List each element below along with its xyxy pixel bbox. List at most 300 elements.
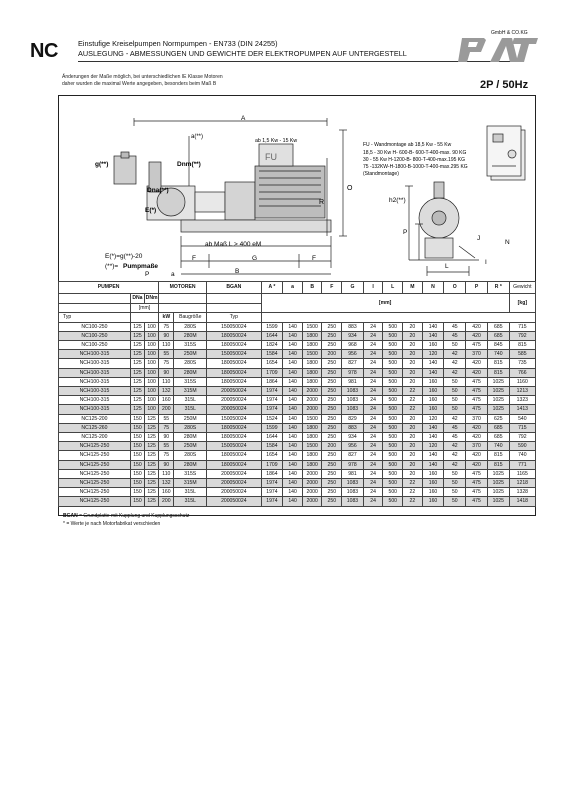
table-cell: 735 [509,359,535,368]
table-cell: 200 [322,350,342,359]
header-motoren: MOTOREN [159,282,207,294]
table-cell: 1025 [487,377,509,386]
footnote-bgan [63,513,189,519]
table-header-row-2 [59,294,536,304]
table-cell: 42 [444,460,466,469]
dim-label-g: g(**) [95,161,109,168]
dim-label-dna: Dna(**) [147,187,169,194]
table-cell: 180050024 [207,451,261,460]
table-cell: 125 [130,386,144,395]
table-cell: 150 [130,460,144,469]
table-cell: 1654 [261,451,283,460]
table-row [59,386,536,395]
table-cell: 150 [130,451,144,460]
header-baugroesse: Baugröße [174,313,207,323]
table-cell: 315M [174,478,207,487]
table-cell: NCH100-315 [59,359,131,368]
table-cell: 1709 [261,460,283,469]
table-cell: 125 [145,414,159,423]
table-cell: 715 [509,322,535,331]
table-cell: 827 [342,359,364,368]
table-cell: 1654 [261,359,283,368]
table-cell: 2000 [302,386,322,395]
table-cell: 200050024 [207,497,261,506]
table-cell: 280M [174,331,207,340]
table-cell: 125 [145,488,159,497]
title-line-1: Einstufige Kreiselpumpen Normpumpen - EN733 (DIN 24255) [78,39,278,48]
table-cell: 1599 [261,423,283,432]
table-cell: 968 [342,340,364,349]
table-cell: 250 [322,368,342,377]
table-cell: 150 [130,442,144,451]
table-cell: 978 [342,460,364,469]
table-cell: 1800 [302,423,322,432]
table-cell: 55 [159,350,174,359]
table-cell: 420 [466,368,488,377]
table-cell: 110 [159,469,174,478]
table-cell: 24 [363,451,383,460]
header-col-L: L [383,282,403,294]
table-cell: 24 [363,350,383,359]
table-cell: 50 [444,340,466,349]
table-cell: 180050024 [207,377,261,386]
table-cell: 250 [322,331,342,340]
table-cell: 160 [422,340,444,349]
table-cell: 1083 [342,478,364,487]
table-cell: 160 [422,396,444,405]
table-cell: 500 [383,497,403,506]
header-col-A: A * [261,282,283,294]
table-cell: 1864 [261,469,283,478]
table-cell: NCH100-315 [59,396,131,405]
table-cell: 150 [130,497,144,506]
table-cell: 125 [145,432,159,441]
table-cell: 50 [444,469,466,478]
header-col-O: O [444,282,466,294]
header-col-F: F [322,282,342,294]
table-cell: 475 [466,405,488,414]
table-cell: 1500 [302,414,322,423]
table-row [59,359,536,368]
table-cell: 1323 [509,396,535,405]
table-cell: 500 [383,322,403,331]
table-cell: 934 [342,432,364,441]
table-cell: 740 [487,442,509,451]
table-cell: 140 [283,359,303,368]
table-cell: 500 [383,396,403,405]
table-cell: 132 [159,478,174,487]
footnote-bgan-text: = Grundplatte mit Kupplung und Kupplungsschutz [77,513,190,519]
header-mm-unit: [mm] [261,294,509,313]
header-blank-motor-2 [159,303,207,313]
table-cell: 20 [403,469,423,478]
table-cell: 475 [466,469,488,478]
table-cell: 100 [145,350,159,359]
table-cell: 20 [403,377,423,386]
table-cell: 2000 [302,405,322,414]
table-cell: 585 [509,350,535,359]
table-cell: 792 [509,331,535,340]
table-row [59,368,536,377]
table-cell: 200 [159,497,174,506]
table-cell: 150 [130,488,144,497]
table-cell: 24 [363,322,383,331]
table-cell: 100 [145,405,159,414]
table-cell: NCH100-315 [59,405,131,414]
table-cell: 200050024 [207,488,261,497]
header-kg-unit: [kg] [509,294,535,313]
fu-note-line-3: 30 - 55 Kw H-1200-B- 800-T-400-max.195 KG [363,157,465,163]
table-cell: 740 [509,451,535,460]
table-cell: 42 [444,368,466,377]
table-cell: 250 [322,432,342,441]
table-cell: 200050024 [207,386,261,395]
table-cell: 475 [466,377,488,386]
table-cell: 280M [174,460,207,469]
table-cell: 100 [145,368,159,377]
dim-label-a-bottom: a [171,271,175,278]
table-cell: 24 [363,423,383,432]
table-cell: 1328 [509,488,535,497]
pump-side-view-drawing [405,182,479,276]
table-cell: 140 [283,469,303,478]
table-cell: 420 [466,423,488,432]
table-cell: 370 [466,442,488,451]
dim-label-F-right: F [312,255,316,262]
table-cell: 20 [403,414,423,423]
table-cell: 22 [403,386,423,395]
table-cell: 1083 [342,497,364,506]
table-cell: 140 [422,359,444,368]
table-cell: 1025 [487,478,509,487]
logo-suffix: GmbH & CO.KG [491,30,528,36]
table-cell: 500 [383,478,403,487]
table-cell: 250M [174,350,207,359]
table-cell: 140 [422,423,444,432]
table-header-row-4 [59,313,536,323]
table-cell: 50 [444,497,466,506]
table-cell: 1974 [261,478,283,487]
table-cell: 90 [159,368,174,377]
header-blank-motor [159,294,207,304]
table-cell: 160 [422,377,444,386]
table-cell: 1864 [261,377,283,386]
table-cell: 140 [283,432,303,441]
table-cell: 2000 [302,396,322,405]
table-cell: 160 [422,405,444,414]
dim-label-P-right: P [403,229,408,236]
table-row [59,350,536,359]
table-cell: 740 [487,350,509,359]
table-cell: 500 [383,469,403,478]
table-cell: 150 [130,469,144,478]
fu-note-line-4: 75 -132KW-H-1800-B-1000-T-400-max.295 KG [363,164,468,170]
table-cell: 815 [509,340,535,349]
table-cell: 280S [174,423,207,432]
header-col-G: G [342,282,364,294]
table-cell: 475 [466,497,488,506]
dimensions-table [58,281,536,507]
table-cell: 1974 [261,497,283,506]
table-cell: 125 [130,405,144,414]
header-col-P: P [466,282,488,294]
dim-label-h2: h2(**) [389,197,406,204]
table-cell: 20 [403,322,423,331]
table-cell: 1800 [302,340,322,349]
table-cell: 75 [159,359,174,368]
table-cell: 125 [130,340,144,349]
table-cell: 125 [130,377,144,386]
table-cell: 315L [174,396,207,405]
table-cell: 500 [383,350,403,359]
table-cell: 125 [130,350,144,359]
table-cell: 75 [159,322,174,331]
table-row [59,488,536,497]
table-cell: 24 [363,488,383,497]
table-cell: 370 [466,350,488,359]
frequency-label: 2P / 50Hz [480,79,529,91]
table-cell: 1974 [261,386,283,395]
table-cell: 100 [145,396,159,405]
table-cell: 250 [322,359,342,368]
table-cell: 815 [487,460,509,469]
table-cell: 1025 [487,405,509,414]
table-cell: 420 [466,432,488,441]
table-cell: 140 [283,497,303,506]
table-row [59,423,536,432]
table-cell: 140 [283,488,303,497]
fu-note-line-2: 18,5 - 30 Kw H- 600-B- 600-T-400-max. 90 KG [363,150,467,156]
table-cell: 110 [159,340,174,349]
table-cell: 1974 [261,405,283,414]
table-cell: 420 [466,451,488,460]
table-cell: 20 [403,442,423,451]
table-cell: 125 [145,423,159,432]
table-cell: 250 [322,478,342,487]
table-cell: 180050024 [207,368,261,377]
dim-label-B: B [235,268,240,275]
table-row [59,497,536,506]
table-cell: 883 [342,322,364,331]
table-cell: 140 [422,368,444,377]
table-cell: 1165 [509,469,535,478]
fu-cabinet-drawing [487,126,525,180]
table-cell: 100 [145,386,159,395]
table-cell: 140 [283,331,303,340]
table-cell: 22 [403,405,423,414]
pat-logo [440,30,540,70]
table-cell: 100 [145,331,159,340]
table-cell: 1160 [509,377,535,386]
table-cell: 140 [283,396,303,405]
table-cell: NC100-250 [59,322,131,331]
table-cell: 20 [403,432,423,441]
table-cell: 590 [509,442,535,451]
table-cell: 1025 [487,497,509,506]
table-cell: 883 [342,423,364,432]
table-cell: 685 [487,331,509,340]
table-cell: 1500 [302,442,322,451]
table-cell: NCH125-250 [59,497,131,506]
table-cell: 24 [363,442,383,451]
table-cell: 45 [444,432,466,441]
table-cell: 315S [174,340,207,349]
table-cell: 140 [283,451,303,460]
table-cell: 500 [383,432,403,441]
table-cell: 140 [283,423,303,432]
table-cell: 200050024 [207,469,261,478]
table-row [59,478,536,487]
table-cell: 140 [422,331,444,340]
dim-label-R: R [319,199,325,206]
dimension-drawing [59,96,535,282]
table-row [59,377,536,386]
table-cell: 22 [403,396,423,405]
table-cell: 250 [322,497,342,506]
table-cell: 20 [403,359,423,368]
table-cell: 42 [444,350,466,359]
dim-label-l400: ab Maß L > 400 eM [205,241,262,248]
dim-label-N: N [505,239,510,246]
table-cell: 150 [130,432,144,441]
table-cell: 140 [283,322,303,331]
table-cell: 500 [383,386,403,395]
table-cell: 24 [363,432,383,441]
table-cell: 500 [383,451,403,460]
header-blank-dn [130,313,158,323]
table-cell: 24 [363,377,383,386]
table-cell: 20 [403,451,423,460]
header-col-a: a [283,282,303,294]
table-cell: 20 [403,340,423,349]
table-cell: 1083 [342,488,364,497]
table-row [59,460,536,469]
change-note-line-1: Änderungen der Maße möglich, bei unterschiedlichen IE Klasse Motoren [62,74,223,80]
table-row [59,405,536,414]
table-cell: 250 [322,423,342,432]
table-cell: 45 [444,331,466,340]
table-cell: 160 [422,386,444,395]
table-cell: 24 [363,414,383,423]
table-cell: 22 [403,497,423,506]
table-cell: 1800 [302,359,322,368]
table-cell: 160 [422,469,444,478]
table-cell: NC125-200 [59,432,131,441]
table-cell: 160 [422,478,444,487]
table-row [59,322,536,331]
header-col-I: I [363,282,383,294]
dim-label-L: L [445,263,449,270]
table-cell: 815 [487,451,509,460]
table-cell: 1599 [261,322,283,331]
table-cell: 50 [444,377,466,386]
table-cell: 50 [444,488,466,497]
table-row [59,396,536,405]
header-col-M: M [403,282,423,294]
table-cell: 180050024 [207,340,261,349]
table-cell: 140 [422,322,444,331]
table-cell: 250 [322,469,342,478]
table-cell: 981 [342,377,364,386]
table-cell: 50 [444,405,466,414]
table-cell: 1800 [302,377,322,386]
table-cell: 250 [322,377,342,386]
table-cell: 125 [145,460,159,469]
table-cell: 475 [466,488,488,497]
footnote-bgan-key: BGAN [63,513,78,519]
table-cell: 845 [487,340,509,349]
table-cell: 1524 [261,414,283,423]
table-cell: 500 [383,488,403,497]
table-cell: 1800 [302,451,322,460]
table-cell: 150050024 [207,322,261,331]
table-cell: 180050024 [207,432,261,441]
table-cell: 771 [509,460,535,469]
table-cell: 125 [145,451,159,460]
table-cell: 315M [174,386,207,395]
table-row [59,340,536,349]
table-cell: 24 [363,331,383,340]
table-cell: 1974 [261,488,283,497]
table-cell: 500 [383,405,403,414]
table-cell: 180050024 [207,359,261,368]
table-cell: 1800 [302,460,322,469]
table-cell: 1800 [302,331,322,340]
table-cell: 140 [283,460,303,469]
table-cell: 90 [159,331,174,340]
table-cell: 24 [363,469,383,478]
table-cell: 978 [342,368,364,377]
table-cell: 815 [487,368,509,377]
table-cell: 1418 [509,497,535,506]
table-cell: 140 [283,414,303,423]
table-cell: 315L [174,488,207,497]
table-cell: NCH100-315 [59,377,131,386]
table-cell: 24 [363,497,383,506]
table-cell: 1584 [261,350,283,359]
table-cell: 420 [466,460,488,469]
table-cell: 315S [174,377,207,386]
table-cell: 1500 [302,322,322,331]
table-cell: 250 [322,396,342,405]
table-cell: 280S [174,322,207,331]
table-cell: 315S [174,469,207,478]
table-cell: 110 [159,377,174,386]
table-cell: 1413 [509,405,535,414]
header-typ-bgan: Typ [207,313,261,323]
table-cell: 420 [466,359,488,368]
table-cell: NC100-250 [59,340,131,349]
table-cell: 956 [342,350,364,359]
header-pumpen: PUMPEN [59,282,159,294]
table-cell: 250 [322,414,342,423]
table-cell: 150050024 [207,442,261,451]
table-cell: 250 [322,386,342,395]
table-cell: 2000 [302,478,322,487]
table-cell: 125 [130,322,144,331]
dim-label-A: A [241,115,246,122]
table-cell: 180050024 [207,460,261,469]
table-cell: NC125-260 [59,423,131,432]
table-cell: 2000 [302,488,322,497]
table-header-row-1 [59,282,536,294]
table-cell: 200 [322,442,342,451]
table-cell: 766 [509,368,535,377]
table-cell: 1025 [487,469,509,478]
table-cell: 125 [145,497,159,506]
table-cell: 125 [130,396,144,405]
table-cell: NCH125-250 [59,469,131,478]
